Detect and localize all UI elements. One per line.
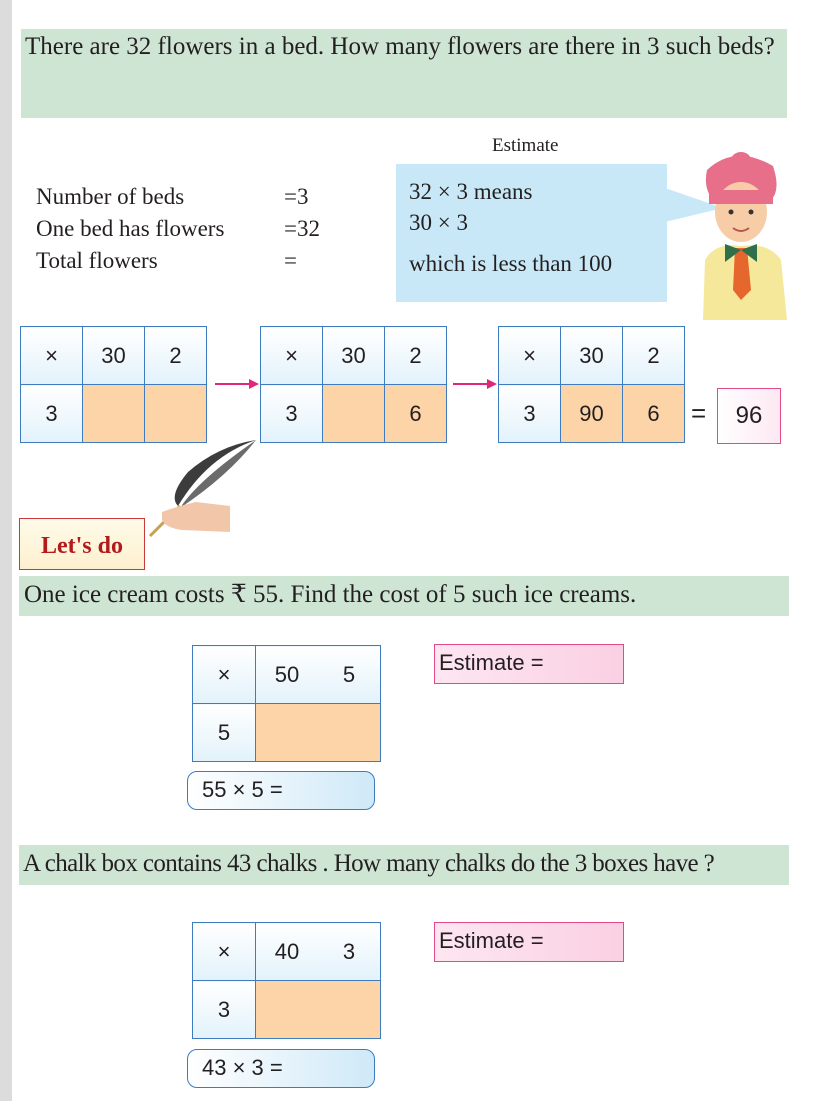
grid2-multiplier: 3 — [261, 385, 323, 443]
grid2-tens-product — [323, 385, 385, 443]
grid3-tens-product: 90 — [561, 385, 623, 443]
question-3: A chalk box contains 43 chalks . How many chalks do the 3 boxes have ? — [23, 850, 715, 877]
multiplication-grid-4 — [192, 645, 381, 762]
estimate-heading: Estimate — [492, 135, 559, 156]
grid4-times-sign: × — [193, 646, 256, 704]
given-label-1: Number of beds — [36, 184, 185, 209]
page-margin-bar — [0, 0, 12, 1101]
grid1-ones-product — [145, 385, 207, 443]
grid3-times-sign: × — [499, 327, 561, 385]
equation-text: 43 × 3 = — [202, 1055, 283, 1080]
given-value-3: = — [284, 248, 297, 273]
multiplication-grid-1 — [20, 326, 207, 443]
quill-pen-icon — [138, 436, 258, 546]
grid1-ones-header: 2 — [145, 327, 207, 385]
grid3-ones-product: 6 — [623, 385, 685, 443]
multiplication-grid-5 — [192, 922, 381, 1039]
arrow-right-icon — [453, 377, 497, 391]
arrow-right-icon — [215, 377, 259, 391]
given-label-2: One bed has flowers — [36, 216, 225, 241]
equation-text: 55 × 5 = — [202, 777, 283, 802]
grid3-multiplier: 3 — [499, 385, 561, 443]
grid3-tens-header: 30 — [561, 327, 623, 385]
estimate-line-2: 30 × 3 — [409, 210, 468, 235]
grid1-multiplier: 3 — [21, 385, 83, 443]
grid3-ones-header: 2 — [623, 327, 685, 385]
grid5-ones-header: 3 — [318, 923, 381, 981]
multiplication-grid-3 — [498, 326, 685, 443]
estimate-line-1: 32 × 3 means — [409, 179, 533, 204]
equation-box-3[interactable] — [187, 1049, 375, 1088]
grid5-product-cell[interactable] — [256, 981, 381, 1039]
grid4-product-cell[interactable] — [256, 704, 381, 762]
grid2-tens-header: 30 — [323, 327, 385, 385]
estimate-label: Estimate = — [439, 650, 544, 675]
grid1-tens-product — [83, 385, 145, 443]
grid2-ones-product: 6 — [385, 385, 447, 443]
equals-sign: = — [691, 398, 707, 428]
multiplication-grid-2 — [260, 326, 447, 443]
given-value-2: =32 — [284, 216, 320, 241]
question-1: There are 32 flowers in a bed. How many flowers are there in 3 such beds? — [25, 33, 775, 60]
grid4-tens-header: 50 — [256, 646, 319, 704]
lets-do-label: Let's do — [19, 518, 145, 570]
grid2-ones-header: 2 — [385, 327, 447, 385]
grid4-multiplier: 5 — [193, 704, 256, 762]
estimate-label: Estimate = — [439, 928, 544, 953]
result-box: 96 — [717, 388, 781, 444]
grid5-tens-header: 40 — [256, 923, 319, 981]
given-label-3: Total flowers — [36, 248, 158, 273]
grid4-ones-header: 5 — [318, 646, 381, 704]
grid1-tens-header: 30 — [83, 327, 145, 385]
boy-illustration — [695, 150, 795, 320]
equation-box-2[interactable] — [187, 771, 375, 810]
estimate-box-3[interactable] — [434, 922, 624, 962]
question-2: One ice cream costs ₹ 55. Find the cost of 5 such ice creams. — [24, 581, 637, 608]
estimate-box-2[interactable] — [434, 644, 624, 684]
estimate-line-3: which is less than 100 — [409, 251, 613, 276]
grid2-times-sign: × — [261, 327, 323, 385]
grid5-times-sign: × — [193, 923, 256, 981]
grid1-times-sign: × — [21, 327, 83, 385]
grid5-multiplier: 3 — [193, 981, 256, 1039]
given-value-1: =3 — [284, 184, 309, 209]
